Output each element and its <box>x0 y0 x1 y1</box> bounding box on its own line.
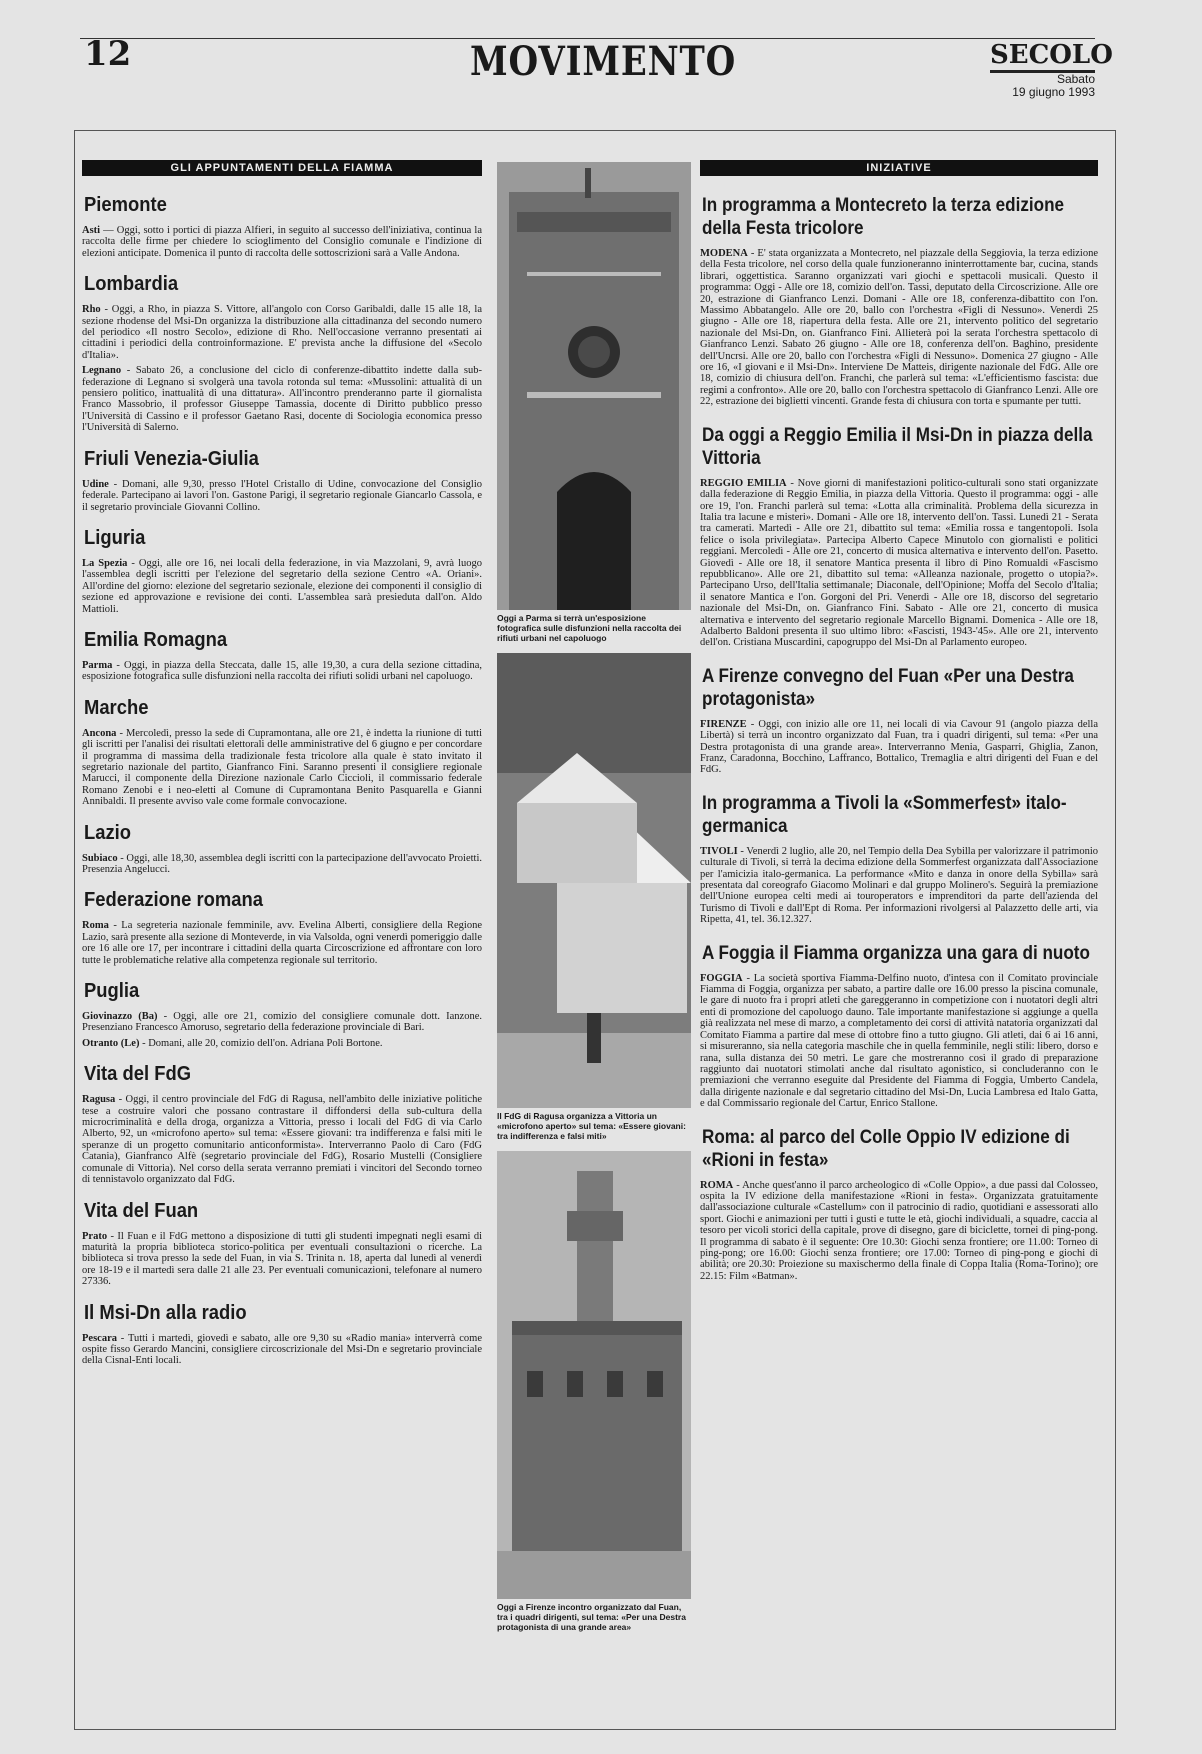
article-body: - E' stata organizzata a Montecreto, nel piazzale della Seggiovia, la terza edizione della Festa tricolore, nel corso della quale funzioneranno ininterrottamente bar, cucina, stands librari, oggettistica. Saranno organizzati vari giochi e spettacoli musicali. Questo il programma: Oggi - Alle ore 18, comizio dell'on. Tassi, deputato della Circoscrizione. Alle ore 20, estrazione di Gianfranco Lenzi. Domani - Alle ore 18, conferenza-dibattito con l'on. Massimo Abbatangelo. Alle ore 20, ballo con l'orchestra «Figli di Nessuno». Venerdì 25 giugno - Alle ore 18, riapertura della festa. Alle ore 21, intervento politico del segretario nazionale del Msi-Dn, on. Gianfranco Fini. Allieterà poi la serata l'orchestra spettacolo di Gianfranco Lenzi. Sabato 26 giugno - Alle ore 18, conferenza dell'on. Baghino, presidente dell'Uncrsi. Alle ore 20, ballo con l'orchestra «Figli di Nessuno». Domenica 27 giugno - Alle ore 16, «I giovani e il Msi-Dn». Interviene De Matteis, dirigente nazionale del FdG. Alle ore 18, comizio di chiusura dell'on. Franchi, che parlerà sul tema: «L'efficientismo fascista: due regimi a confronto». Alle ore 20, ballo con l'orchestra spettacolo di Gianfranco Lenzi. Alle ore 22, estrazione dei biglietti vincenti. Grande festa di chiusura con torta e spumante per tutti. <box>700 248 1098 408</box>
region-heading: Liguria <box>84 526 146 549</box>
article-text <box>700 973 1098 1110</box>
photo-vittoria-stands <box>497 653 691 1108</box>
article-body: - Anche quest'anno il parco archeologico di «Colle Oppio», a due passi dal Colosseo, ospita la IV edizione della manifestazione «Rioni in festa». Organizzata gratuitamente dall'associazione culturale «Castellum» con il patrocinio di radio, quotidiani e assessorati allo sport. Giochi e animazioni per tutti i gusti e tutte le età, giochi individuali, a squadre, caccia al tesoro per vicoli storici della capitale, prove di disegno, gare di biciclette, tornei di ping-pong. Il programma di sabato è il seguente: Ore 10.30: Giochi senza frontiere; ore 11.00: Torneo di ping-pong; ore 16.00: Giochi senza frontiere; ore 17.00: Torneo di ping-pong e giochi di abilità; ore 20.30: Proiezione su maxischermo della finale di Coppa Italia (Roma-Torino); ore 22.15: Film «Batman». <box>700 1179 1098 1282</box>
appointment-text <box>82 728 482 808</box>
region-heading: Lazio <box>84 821 132 844</box>
appointment-text <box>82 558 482 615</box>
appointment-body: - Mercoledì, presso la sede di Cupramontana, alle ore 21, è indetta la riunione di tutti gli iscritti per l'analisi dei risultati elettorali delle amministrative del 6 giugno e per concordare il programma di massima della tradizionale festa tricolore alla quale è stato invitato il segretario nazionale del partito, Gianfranco Fini. Saranno presenti il consigliere regionale Marucci, il componente della Direzione nazionale Carlo Ciccioli, il commissario federale Romano Zenobi e i neo-eletti al Comune di Cupramontana Benito Pasquarella e Gianni Annibaldi. Il presente avviso vale come formale convocazione. <box>82 727 482 808</box>
region-heading: Vita del FdG <box>84 1063 192 1086</box>
article-headline: Roma: al parco del Colle Oppio IV edizione di «Rioni in festa» <box>702 1126 1070 1171</box>
appointments-list <box>82 194 482 1367</box>
region-heading: Il Msi-Dn alla radio <box>84 1301 247 1324</box>
article-body: - La società sportiva Fiamma-Delfino nuoto, d'intesa con il Comitato provinciale Fiamma di Foggia, organizza per sabato, a partire dalle ore 16.00 presso la piscina comunale, le gare di nuoto fra i propri atleti che gareggeranno in competizione con i nuotatori degli altri enti di promozione del capoluogo dauno. Tale importante manifestazione si aggiunge a quella già realizzata nel mese di marzo, a completamento dei corsi di attività natatoria organizzati dal Comitato Fiamma a partire dal mese di ottobre fino a tutto giugno. Gli atleti, dai 6 ai 16 anni, si misureranno, sia nella categoria maschile che in quella femminile, negli stili: libero, dorso e rana, sulla distanza dei 50 metri. Le gare che mostreranno così il grado di preparazione raggiunto dai nuotatori stimolati anche dal risultato agonistico, si concluderanno con le premiazioni che verranno eseguite dal Presidente del Fiamma di Foggia, Umberto Candela, dalla dirigente nazionale e dal segretario cittadino del Msi-Dn, Lucia Lambresa ed Italo Gatta, e dal Commissario regionale del Cartur, Enrico Stallone. <box>700 972 1098 1110</box>
appointment-body: - Domani, alle 20, comizio dell'on. Adriana Poli Bortone. <box>139 1037 383 1049</box>
region-heading: Marche <box>84 696 149 719</box>
appointment-place: Pescara <box>82 1332 117 1344</box>
region-heading: Federazione romana <box>84 889 263 912</box>
appointment-place: Subiaco <box>82 852 118 864</box>
masthead-logo: SECOLO <box>990 40 1095 73</box>
photo-caption-vittoria: Il FdG di Ragusa organizza a Vittoria un «microfono aperto» sul tema: «Essere giovani: tra indifferenza e falsi miti» <box>497 1111 686 1141</box>
appointment-body: - Oggi, il centro provinciale del FdG di Ragusa, nell'ambito delle iniziative politiche tese a costruire valori che possano contrastare il diffondersi della sub-cultura della microcriminalità e della droga, organizza a Vittoria, presso i locali del FdG di via Carlo Alberto, 92, un «microfono aperto» sul tema: «Essere giovani: tra indifferenza e falsi miti le speranze di un progetto comunitario anticonformista». Interverranno Paolo di Caro (FdG Catania), Gianfranco Alfè (segretario provinciale del FdG), Rosario Mustelli (Consigliere comunale di Vittoria). Nel corso della serata verranno premiati i vincitori del Secondo torneo di tennistavolo organizzato dal FdG. <box>82 1094 482 1186</box>
appointment-text <box>82 1231 482 1288</box>
page-number: 12 <box>84 34 132 74</box>
appointment-body: - Tutti i martedì, giovedì e sabato, alle ore 9,30 su «Radio mania» interverrà come ospite fisso Gerardo Mancini, consigliere circoscrizionale del Msi-Dn e segretario provinciale della Cisnal-Enti locali. <box>82 1332 482 1367</box>
region-heading: Puglia <box>84 980 140 1003</box>
issue-day: Sabato <box>1056 72 1095 86</box>
appointment-body: - Oggi, alle ore 16, nei locali della federazione, in via Mazzolani, 9, avrà luogo l'assemblea degli iscritti per l'elezione del segretario della sezione Centro «A. Oriani». All'ordine del giorno: elezione del segretario sezionale, elezione dei componenti il consiglio di sezione ed approvazione e revisione dei conti. L'assemblea sarà presieduta dall'on. Aldo Mattioli. <box>82 557 482 615</box>
article-text <box>700 846 1098 926</box>
appointments-banner: GLI APPUNTAMENTI DELLA FIAMMA <box>82 160 482 176</box>
article-headline: Da oggi a Reggio Emilia il Msi-Dn in piazza della Vittoria <box>702 424 1093 469</box>
appointment-body: - Il Fuan e il FdG mettono a disposizione di tutti gli studenti impegnati negli esami di maturità la propria biblioteca storico-politica per eventuali consultazioni o ricerche. La biblioteca si trova presso la sede del Fuan, in via S. Trinita n. 18, aperta dal lunedì al venerdì ore 18-19 e il martedì sera dalle 21 alle 23. Per eventuali comunicazioni, telefonare al numero 27336. <box>82 1230 482 1288</box>
photo-firenze-palazzo <box>497 1151 691 1599</box>
appointment-place: Parma <box>82 659 113 671</box>
region-heading: Friuli Venezia-Giulia <box>84 447 259 470</box>
appointment-text <box>82 365 482 433</box>
appointment-body: - Oggi, a Rho, in piazza S. Vittore, all'angolo con Corso Garibaldi, dalle 15 alle 18, la sezione rhodense del Msi-Dn organizza la distribuzione alla cittadinanza del secondo numero del periodico «Il nostro Secolo», edizione di Rho. Nell'occasione verranno presentati ai cittadini i periodici della controinformazione. E' prevista anche la diffusione del «Secolo d'Italia». <box>82 304 482 361</box>
article-dateline: FOGGIA <box>700 972 743 984</box>
appointment-place: Udine <box>82 478 109 490</box>
article-headline: A Foggia il Fiamma organizza una gara di nuoto <box>702 942 1090 964</box>
appointment-text <box>82 1094 482 1185</box>
appointment-body: — Oggi, sotto i portici di piazza Alfieri, in seguito al successo dell'iniziativa, continua la raccolta delle firme per chiedere lo scioglimento del Consiglio comunale e l'indizione di elezioni anticipate. Domenica il punto di raccolta delle sottoscrizioni sarà a Valle Andona. <box>82 225 482 259</box>
appointment-text <box>82 920 482 966</box>
appointment-place: Rho <box>82 304 101 316</box>
region-heading: Vita del Fuan <box>84 1199 199 1222</box>
appointments-column <box>82 160 482 1720</box>
article-text <box>700 719 1098 776</box>
appointment-place: Ancona <box>82 727 117 739</box>
appointment-body: - Oggi, alle 18,30, assemblea degli iscritti con la partecipazione dell'avvocato Proietti. Presenzia Angelucci. <box>82 852 482 875</box>
appointment-place: Asti <box>82 225 101 236</box>
appointment-text <box>82 304 482 361</box>
photo-caption-firenze: Oggi a Firenze incontro organizzato dal Fuan, tra i quadri dirigenti, sul tema: «Per una Destra protagonista di una grande area» <box>497 1602 686 1632</box>
appointment-place: Otranto (Le) <box>82 1037 140 1049</box>
appointment-body: - Sabato 26, a conclusione del ciclo di conferenze-dibattito indette dalla sub-federazione di Legnano si svolgerà una tavola rotonda sul tema: «Mussolini: attualità di un pensiero politico, inattualità di una dittatura». All'incontro prenderanno parte il giornalista Franco Massobrio, il professor Giuseppe Tamassia, docente di Diritto pubblico presso l'Università di Cassino e il professor Gaetano Rasi, docente di Sociologia economica presso l'Università di Salerno. <box>82 365 482 434</box>
appointment-place: Prato <box>82 1230 108 1242</box>
appointment-text <box>82 479 482 513</box>
masthead <box>990 40 1113 99</box>
article-dateline: FIRENZE <box>700 718 747 730</box>
appointment-place: Roma <box>82 920 109 932</box>
appointment-body: - Oggi, in piazza della Steccata, dalle 15, alle 19,30, a cura della sezione cittadina, esposizione fotografica sulle disfunzioni nella raccolta dei rifiuti solidi urbani nel capoluogo. <box>82 659 482 683</box>
article-body: - Venerdì 2 luglio, alle 20, nel Tempio della Dea Sybilla per valorizzare il patrimonio culturale di Tivoli, si terrà la decima edizione della Sommerfest organizzata dall'Associazione per l'amicizia italo-germanica. La performance «Mito e danza in onore della Sybilla» sarà presentata dal coreografo Giacomo Molinari e dal gruppo Molinero's. Seguirà la premiazione dell'Unione europea celti medi ai touroperators e imprenditori da parte dell'azienda del Turismo di Tivoli e dall'Ept di Roma. Per informazioni rivolgersi al Palazzetto delle arti, via Ripetta, 41, tel. 36.12.327. <box>700 845 1098 926</box>
article-text <box>700 478 1098 649</box>
initiatives-list <box>700 194 1098 1282</box>
appointment-text <box>82 1011 482 1034</box>
article-dateline: ROMA <box>700 1179 734 1191</box>
section-title: MOVIMENTO <box>470 38 737 85</box>
article-dateline: TIVOLI <box>700 845 738 857</box>
article-text <box>700 248 1098 408</box>
article-text <box>700 1180 1098 1283</box>
photo-parma-cathedral <box>497 162 691 610</box>
article-body: - Nove giorni di manifestazioni politico-culturali sono stati organizzate dalla federazione di Reggio Emilia, in piazza della Vittoria. Questo il programma: oggi - alle ore 19, l'on. Franchi parlerà sul tema: «Lotta alla criminalità. Problema della sicurezza in Italia tra lacune e misteri». Domani - Alle ore 18, intervento dell'on. Tassi. Lunedì 21 - Serata tra camerati. Martedì - Alle ore 21, dibattito sul tema: «Emilia rossa e tangentopoli. Isola felice o isola privilegiata». Partecipa Alberto Capece Minutolo con giornalisti e politici reggiani. Mercoledì - Alle ore 21, concerto di musica alternativa e intervento dell'on. Pasetto. Giovedì - Alle ore 18, il senatore Mantica presenta il libro di Pino Romualdi «Fascismo repubblicano». Alle ore 21, dibattito sul tema: «Alleanza nazionale, progetto o utopia?». Partecipano Urso, dell'Italia settimanale; Diaconale, dell'Opinione; Moffa del Secolo d'Italia; il senatore Mantica e l'on. Gorgoni del Pri. Venerdì - Alle ore 18, discorso del segretario nazionale del Msi-Dn, on. Gianfranco Fini. Sabato - Alle ore 21, concerto di musica alternativa e intervento del segretario regionale Marcello Bignami. Domenica - Alle ore 18, Adalberto Baldoni presenta il suo ultimo libro: «Fascisti, 1943-'45». Alle ore 21, intervento dell'on. Cristiana Muscardini, capogruppo del Msi-Dn al Parlamento europeo. <box>700 477 1098 649</box>
appointment-text <box>82 1038 482 1049</box>
appointment-place: La Spezia <box>82 557 128 569</box>
article-headline: A Firenze convegno del Fuan «Per una Destra protagonista» <box>702 665 1074 710</box>
region-heading: Lombardia <box>84 273 179 296</box>
issue-date: 19 giugno 1993 <box>1012 85 1095 99</box>
appointment-place: Ragusa <box>82 1094 116 1106</box>
appointment-text <box>82 853 482 876</box>
article-headline: In programma a Montecreto la terza edizione della Festa tricolore <box>702 195 1065 239</box>
initiatives-banner: INIZIATIVE <box>700 160 1098 176</box>
appointment-place: Legnano <box>82 365 122 377</box>
region-heading: Emilia Romagna <box>84 628 228 651</box>
region-heading: Piemonte <box>84 194 167 216</box>
appointment-body: - La segreteria nazionale femminile, avv. Evelina Alberti, consigliere della Regione Lazio, sarà presente alla sezione di Monteverde, in via Valsolda, ogni venerdì pomeriggio dalle ore 16 alle ore 17, per incontrare i cittadini della quarta Circoscrizione ed affrontare con loro tutte le problematiche relative alla competenza regionale sul territorio. <box>82 920 482 966</box>
appointment-text <box>82 225 482 259</box>
initiatives-column <box>700 160 1098 1720</box>
article-body: - Oggi, con inizio alle ore 11, nei locali di via Cavour 91 (angolo piazza della Libertà) si terrà un incontro organizzato dal Fuan, tra i quadri dirigenti, sul tema: «Per una Destra protagonista di una grande area». Interverranno Menia, Gasparri, Ghiglia, Zanon, Franz, Caradonna, Bocchino, Laffranco, Bottalico, Tremaglia e altri dirigenti del Fuan e del FdG. <box>700 718 1098 776</box>
photo-caption-parma: Oggi a Parma si terrà un'esposizione fotografica sulle disfunzioni nella raccolta dei rifiuti urbani nel capoluogo <box>497 613 682 643</box>
article-dateline: REGGIO EMILIA <box>700 477 787 489</box>
appointment-text <box>82 660 482 683</box>
article-headline: In programma a Tivoli la «Sommerfest» italo-germanica <box>702 792 1067 837</box>
photo-column <box>497 162 691 1722</box>
appointment-place: Giovinazzo (Ba) <box>82 1011 158 1023</box>
appointment-body: - Oggi, alle ore 21, comizio del consigliere comunale dott. Ianzone. Presenziano Francesco Amoruso, segretario della federazione provinciale di Bari. <box>82 1011 482 1034</box>
appointment-body: - Domani, alle 9,30, presso l'Hotel Cristallo di Udine, convocazione del Consiglio federale. Partecipano ai lavori l'on. Gastone Parigi, il segretario regionale Giancarlo Cassola, e il segretario provinciale Giovanni Collino. <box>82 478 482 513</box>
appointment-text <box>82 1333 482 1367</box>
article-dateline: MODENA <box>700 248 748 259</box>
